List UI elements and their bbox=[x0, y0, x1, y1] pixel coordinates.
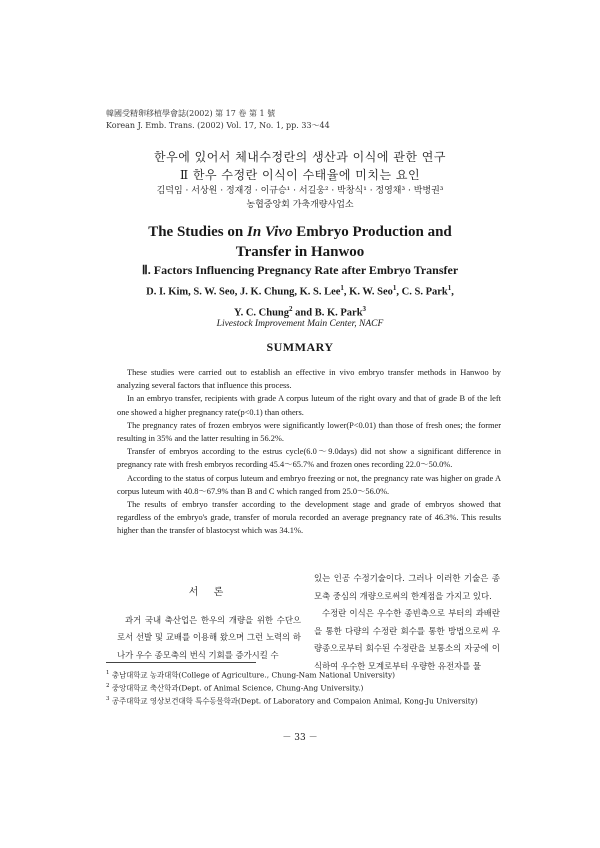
summary-paragraph: Transfer of embryos according to the estrus cycle(6.0～9.0days) did not show a significant difference in pregnancy rate with fresh embryos recording 45.4～65.7% and frozen ones recording 22.0～50.0%. bbox=[117, 447, 501, 470]
author-names: , bbox=[451, 286, 454, 298]
author-names: , C. S. Park bbox=[396, 286, 448, 298]
footnote-mark: 3 bbox=[106, 695, 110, 702]
english-subtitle: Ⅱ. Factors Influencing Pregnancy Rate after Embryo Transfer bbox=[141, 263, 459, 277]
title-italic-part: In Vivo bbox=[247, 224, 293, 240]
title-part: Embryo Production and bbox=[292, 224, 452, 240]
title-line-2: Transfer in Hanwoo bbox=[235, 244, 365, 260]
footnote bbox=[106, 681, 506, 694]
affiliation-mark: 1 bbox=[447, 284, 452, 292]
body-column-left bbox=[117, 570, 301, 664]
korean-authors: 김덕임 · 서상원 · 정재경 · 이규승¹ · 서길웅² · 박창식¹ · 정영채³ · 박병권³ bbox=[156, 186, 444, 196]
author-names: and B. K. Park bbox=[292, 307, 363, 318]
korean-title-block bbox=[0, 148, 600, 184]
english-authors bbox=[0, 280, 600, 321]
summary-heading: SUMMARY bbox=[266, 340, 334, 354]
affiliation-mark: 2 bbox=[289, 304, 293, 313]
english-title bbox=[0, 222, 600, 262]
title-part: The Studies on bbox=[148, 224, 247, 240]
body-paragraph: 있는 인공 수정기술이다. 그러나 이러한 기술은 종모축 중심의 개량으로써의 한계점을 가지고 있다. bbox=[314, 573, 500, 601]
body-column-right bbox=[314, 570, 500, 675]
introduction-heading: 서 론 bbox=[188, 587, 230, 598]
footnote-text: 충남대학교 농과대학(College of Agriculture., Chung-Nam National University) bbox=[111, 670, 396, 680]
journal-citation-korean: 韓國受精卵移植學會誌(2002) 第 17 卷 第 1 號 bbox=[106, 109, 276, 118]
footnote-mark: 1 bbox=[106, 670, 110, 676]
journal-header bbox=[106, 108, 330, 132]
summary-paragraph: These studies were carried out to establish an effective in vivo embryo transfer methods in Hanwoo by analyzing several factors that influence this process. bbox=[117, 368, 501, 391]
footnote bbox=[106, 668, 506, 681]
affiliation-mark: 1 bbox=[392, 284, 397, 292]
affiliation-mark: 3 bbox=[362, 304, 367, 313]
author-names: Y. C. Chung bbox=[233, 307, 290, 318]
korean-title: 한우에 있어서 체내수정란의 생산과 이식에 관한 연구 bbox=[154, 150, 446, 164]
footnote-divider bbox=[106, 662, 256, 663]
footnote-text: 중앙대학교 축산학과(Dept. of Animal Science, Chung-Ang University.) bbox=[111, 683, 364, 693]
author-names: , K. W. Seo bbox=[343, 286, 393, 298]
affiliation-mark: 1 bbox=[340, 284, 344, 292]
page-number: － 33 － bbox=[282, 733, 318, 743]
footnote-text: 공주대학교 영상보건대학 특수동물학과(Dept. of Laboratory and Compaion Animal, Kong-Ju University) bbox=[111, 696, 478, 706]
journal-citation-english: Korean J. Emb. Trans. (2002) Vol. 17, No. 1, pp. 33～44 bbox=[106, 121, 330, 130]
summary-paragraph: The pregnancy rates of frozen embryos were significantly lower(P<0.01) than those of fresh ones; the former resulting in 35% and the latter resulting in 56.2%. bbox=[117, 420, 501, 444]
footnote bbox=[106, 694, 506, 707]
body-paragraph: 과거 국내 축산업은 한우의 개량을 위한 수단으로서 선발 및 교배를 이용해 왔으며 그런 노력의 하나가 우수 종모축의 번식 기회를 증가시킬 수 bbox=[117, 614, 301, 660]
footnotes bbox=[106, 668, 506, 707]
footnote-mark: 2 bbox=[106, 682, 110, 689]
korean-affiliation: 농협중앙회 가축개량사업소 bbox=[246, 200, 354, 210]
author-names: D. I. Kim, S. W. Seo, J. K. Chung, K. S. Lee bbox=[146, 286, 341, 298]
summary-paragraph: The results of embryo transfer according to the development stage and grade of embryos showed that regardless of the embryo's grade, transfer of morula recorded an average pregnancy rate of 46.3%. This results higher than the transfer of blastocyst which was 34.1%. bbox=[117, 500, 501, 536]
summary-paragraph: In an embryo transfer, recipients with grade A corpus luteum of the right ovary and that of grade B of the left one showed a higher pregnancy rate(p<0.1) than others. bbox=[117, 394, 501, 417]
body-paragraph: 수정란 이식은 우수한 종빈축으로 부터의 과배란을 통한 다량의 수정란 회수를 통한 방법으로써 우량종으로부터 회수된 수정란을 보통소의 자궁에 이식하여 우수한 모계로부터 우량한 유전자를 물 bbox=[314, 608, 500, 671]
korean-subtitle: Ⅱ 한우 수정란 이식이 수태율에 미치는 요인 bbox=[179, 168, 421, 182]
english-affiliation: Livestock Improvement Main Center, NACF bbox=[216, 319, 384, 329]
summary-paragraph: According to the status of corpus luteum and embryo freezing or not, the pregnancy rate was higher on grade A corpus luteum with 40.8～67.9% than B and C which ranged from 25.0～56.0%. bbox=[117, 473, 501, 496]
summary-body bbox=[117, 366, 501, 538]
